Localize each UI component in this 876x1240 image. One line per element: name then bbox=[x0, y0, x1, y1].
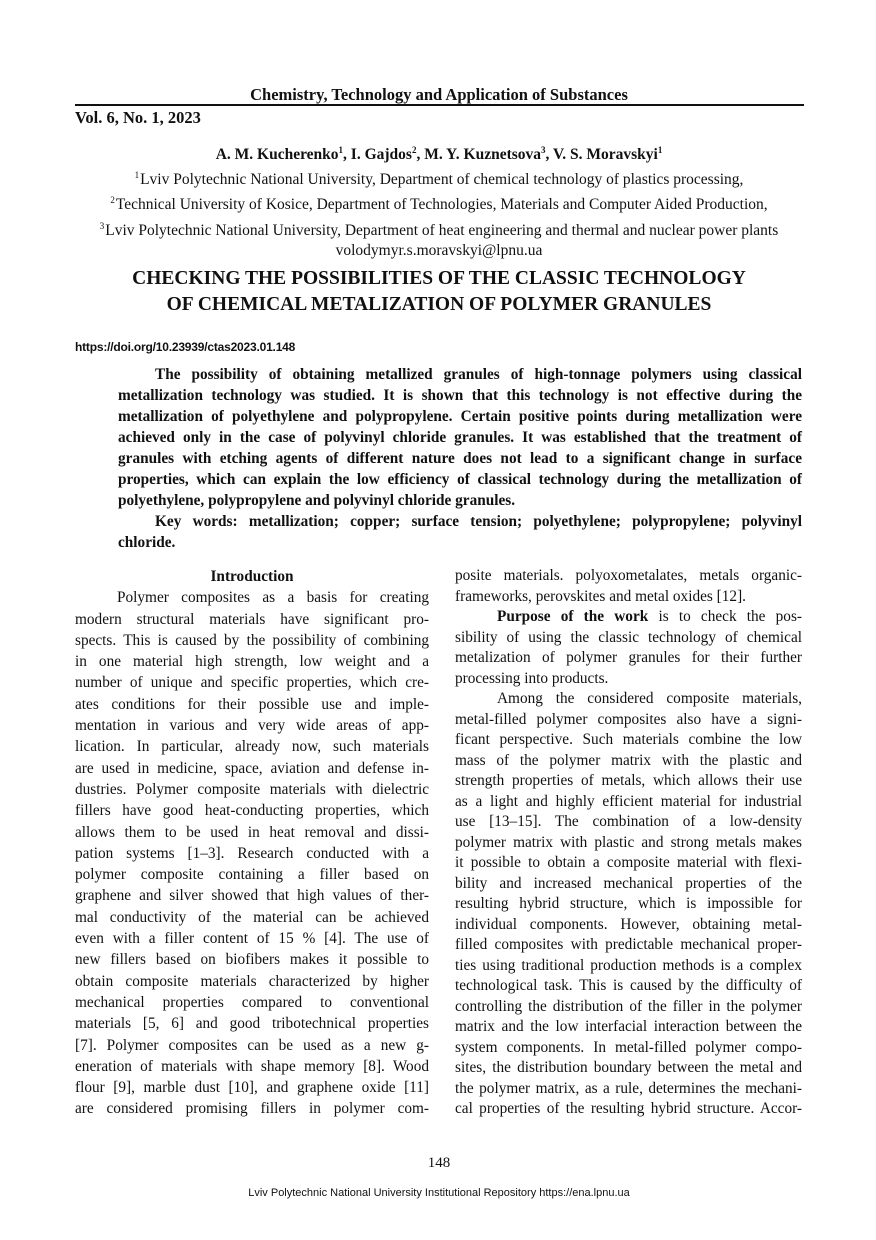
text-line bbox=[455, 607, 802, 628]
affiliation-text: Technical University of Kosice, Department of Technologies, Materials and Computer Aided Production, bbox=[115, 196, 768, 214]
author-affiliation-mark: 3 bbox=[541, 145, 546, 155]
line-text: new fillers based on biofibers makes it possible to bbox=[75, 951, 429, 969]
line-text: use [13–15]. The combination of a low-density bbox=[455, 813, 802, 830]
line-text: flour [9], marble dust [10], and graphene oxide [11] bbox=[75, 1079, 429, 1097]
email: volodymyr.s.moravskyi@lpnu.ua bbox=[335, 242, 543, 260]
author-name: M. Y. Kuznetsova bbox=[424, 146, 542, 164]
line-text: the polymer matrix, as a rule, determines the mechani- bbox=[455, 1079, 802, 1097]
line-text: lication. In particular, already now, such materials bbox=[75, 738, 429, 756]
line-text: allows them to be used in heat removal and dissi- bbox=[75, 823, 429, 841]
line-text: chloride. bbox=[118, 534, 176, 551]
text-line bbox=[75, 907, 429, 928]
text-line bbox=[75, 1056, 429, 1077]
author-separator: , bbox=[343, 146, 351, 164]
affiliation-text: Lviv Polytechnic National University, Department of chemical technology of plastics processing, bbox=[140, 171, 744, 188]
line-text: processing into products. bbox=[455, 669, 609, 687]
text-line bbox=[75, 822, 429, 843]
text-line bbox=[75, 672, 429, 693]
line-text: sites, the distribution boundary between the metal and bbox=[455, 1059, 802, 1076]
text-line bbox=[75, 971, 429, 992]
text-line bbox=[455, 1017, 802, 1038]
abstract-line bbox=[118, 532, 802, 553]
line-text: cal properties of the resulting hybrid structure. Accor- bbox=[455, 1100, 802, 1117]
author-name: V. S. Moravskyi bbox=[553, 146, 658, 164]
author-name: A. M. Kucherenko bbox=[215, 146, 339, 164]
text-line bbox=[75, 715, 429, 736]
line-text: in one material high strength, low weight and a bbox=[75, 653, 429, 671]
text-line bbox=[455, 628, 802, 649]
bold-phrase: Purpose of the work bbox=[497, 608, 649, 625]
line-text: it possible to obtain a composite material with flexi- bbox=[455, 854, 802, 871]
text-line bbox=[455, 976, 802, 997]
line-text: is to check the pos- bbox=[648, 608, 803, 625]
line-text: fillers have good heat-conducting properties, which bbox=[75, 802, 429, 820]
line-text: individual components. However, obtaining metal- bbox=[455, 915, 802, 933]
line-text: controlling the distribution of the filler in the polymer bbox=[455, 997, 802, 1015]
text-line bbox=[455, 1058, 802, 1079]
header-rule bbox=[75, 104, 804, 106]
affiliation bbox=[75, 165, 803, 190]
line-text: number of unique and specific properties, which cre- bbox=[75, 674, 429, 692]
text-line bbox=[455, 833, 802, 854]
text-line bbox=[75, 949, 429, 970]
text-line bbox=[455, 587, 802, 608]
line-text: sibility of using the classic technology of chemical bbox=[455, 628, 802, 646]
text-line bbox=[455, 730, 802, 751]
abstract-line bbox=[118, 385, 802, 406]
text-line bbox=[75, 864, 429, 885]
repository-footer: Lviv Polytechnic National University Institutional Repository https://ena.lpnu.ua bbox=[248, 1187, 630, 1199]
line-text: ates conditions for their possible use and imple- bbox=[75, 695, 429, 713]
text-line bbox=[75, 758, 429, 779]
text-line bbox=[455, 894, 802, 915]
line-text: metallization technology was studied. It is shown that this technology is not effective during the bbox=[118, 387, 802, 404]
affiliations bbox=[75, 165, 803, 262]
line-text: frameworks, perovskites and metal oxides [12]. bbox=[455, 587, 746, 605]
line-text: metalization of polymer granules for their further bbox=[455, 649, 802, 666]
abstract-line bbox=[118, 490, 802, 511]
abstract-line bbox=[118, 511, 802, 532]
line-text: graphene and silver showed that high values of ther- bbox=[75, 887, 429, 905]
abstract-line bbox=[118, 406, 802, 427]
line-text: polymer matrix with plastic and strong metals makes bbox=[455, 833, 802, 851]
line-text: system components. In metal-filled polymer compo- bbox=[455, 1038, 802, 1056]
text-line bbox=[455, 566, 802, 587]
text-line bbox=[75, 651, 429, 672]
line-text: pation systems [1–3]. Research conducted with a bbox=[75, 844, 429, 862]
abstract-line bbox=[118, 364, 802, 385]
right-column bbox=[455, 566, 802, 1120]
author-affiliation-mark: 2 bbox=[411, 145, 417, 155]
line-text: Key words: metallization; copper; surface tension; polyethylene; polypropylene; polyvinyl bbox=[155, 513, 802, 530]
line-text: eneration of materials with shape memory [8]. Wood bbox=[75, 1057, 429, 1075]
left-column bbox=[75, 566, 429, 1120]
author-separator: , bbox=[416, 146, 425, 164]
author-affiliation-mark: 1 bbox=[657, 145, 663, 155]
affiliation-mark: 3 bbox=[99, 220, 105, 231]
line-text: bility and increased mechanical properties of the bbox=[455, 874, 802, 892]
line-text: mechanical properties compared to conventional bbox=[75, 993, 429, 1011]
text-line bbox=[455, 997, 802, 1018]
affiliation-mark: 1 bbox=[134, 170, 140, 180]
line-text: The possibility of obtaining metallized granules of high-tonnage polymers using classical bbox=[155, 366, 802, 383]
abstract-line bbox=[118, 427, 802, 448]
line-text: obtain composite materials characterized by higher bbox=[75, 972, 429, 990]
affiliation-mark: 2 bbox=[110, 195, 115, 206]
text-line bbox=[455, 710, 802, 731]
text-line bbox=[75, 1035, 429, 1056]
line-text: strength properties of metals, which allows their use bbox=[455, 772, 802, 789]
text-line bbox=[75, 736, 429, 757]
line-text: are used in medicine, space, aviation and defense in- bbox=[75, 759, 429, 777]
line-text: mentation in various and very wide areas of app- bbox=[75, 717, 429, 735]
text-line bbox=[75, 694, 429, 715]
text-line bbox=[455, 1038, 802, 1059]
line-text: resulting hybrid structure, which is impossible for bbox=[455, 895, 802, 912]
line-text: dustries. Polymer composite materials with dielectric bbox=[75, 780, 429, 798]
title-line: OF CHEMICAL METALIZATION OF POLYMER GRANULES bbox=[166, 294, 712, 315]
line-text: filled composites with predictable mechanical proper- bbox=[455, 936, 802, 953]
abstract bbox=[118, 364, 802, 553]
text-line bbox=[455, 792, 802, 813]
text-line bbox=[455, 935, 802, 956]
text-line bbox=[75, 566, 429, 587]
text-line bbox=[455, 689, 802, 710]
text-line bbox=[455, 1079, 802, 1100]
line-text: modern structural materials have significant pro- bbox=[75, 610, 429, 628]
authors bbox=[75, 145, 803, 164]
text-line bbox=[75, 1013, 429, 1034]
line-text: even with a filler content of 15 % [4]. The use of bbox=[75, 930, 429, 948]
author-name: I. Gajdos bbox=[350, 146, 412, 164]
text-line bbox=[75, 630, 429, 651]
line-text: Introduction bbox=[210, 568, 294, 585]
line-text: spects. This is caused by the possibility of combining bbox=[75, 631, 429, 649]
text-line bbox=[75, 992, 429, 1013]
text-line bbox=[455, 771, 802, 792]
text-line bbox=[75, 885, 429, 906]
text-line bbox=[455, 812, 802, 833]
affiliation-text: Lviv Polytechnic National University, Department of heat engineering and thermal and nuclear power plants bbox=[105, 221, 779, 239]
text-line bbox=[75, 587, 429, 608]
line-text: mass of the polymer matrix with the plastic and bbox=[455, 751, 802, 769]
doi-link[interactable]: https://doi.org/10.23939/ctas2023.01.148 bbox=[75, 340, 296, 354]
line-text: metallization of polyethylene and polypropylene. Certain positive points during metallization were bbox=[118, 408, 802, 425]
page-number: 148 bbox=[427, 1155, 451, 1171]
volume-info: Vol. 6, No. 1, 2023 bbox=[75, 108, 201, 127]
line-text: granules with etching agents of different nature does not lead to a significant change in surface bbox=[118, 450, 802, 467]
line-text: polymer composite containing a filler based on bbox=[75, 866, 429, 884]
line-text: polyethylene, polypropylene and polyvinyl chloride granules. bbox=[118, 492, 516, 509]
line-text: ties using traditional production methods is a complex bbox=[455, 956, 802, 974]
text-line bbox=[455, 648, 802, 669]
line-text: Polymer composites as a basis for creating bbox=[117, 589, 429, 607]
line-text: metal-filled polymer composites also have a signi- bbox=[455, 710, 802, 728]
text-line bbox=[75, 609, 429, 630]
author-separator: , bbox=[545, 146, 554, 164]
line-text: are considered promising fillers in polymer com- bbox=[75, 1100, 429, 1118]
text-line bbox=[455, 1099, 802, 1120]
text-line bbox=[75, 843, 429, 864]
title-line: CHECKING THE POSSIBILITIES OF THE CLASSIC TECHNOLOGY bbox=[132, 268, 746, 289]
line-text: as a light and highly efficient material for industrial bbox=[455, 792, 802, 810]
paper-title bbox=[75, 266, 803, 318]
text-line bbox=[455, 915, 802, 936]
text-line bbox=[455, 874, 802, 895]
text-line bbox=[455, 751, 802, 772]
text-line bbox=[455, 956, 802, 977]
text-line bbox=[75, 779, 429, 800]
line-text: mal conductivity of the material can be achieved bbox=[75, 908, 429, 926]
abstract-line bbox=[118, 469, 802, 490]
line-text: [7]. Polymer composites can be used as a new g- bbox=[75, 1036, 429, 1054]
line-text: materials [5, 6] and good tribotechnical properties bbox=[75, 1015, 429, 1033]
text-line bbox=[455, 853, 802, 874]
affiliation bbox=[75, 190, 803, 215]
text-line bbox=[75, 1077, 429, 1098]
line-text: matrix and the low interfacial interaction between the bbox=[455, 1018, 802, 1035]
text-line bbox=[75, 928, 429, 949]
journal-title: Chemistry, Technology and Application of Substances bbox=[250, 85, 628, 104]
abstract-line bbox=[118, 448, 802, 469]
line-text: ficant perspective. Such materials combine the low bbox=[455, 731, 802, 748]
line-text: Among the considered composite materials, bbox=[497, 690, 802, 707]
line-text: achieved only in the case of polyvinyl chloride granules. It was established that the treatment of bbox=[118, 429, 802, 446]
line-text: posite materials. polyoxometalates, metals organic- bbox=[455, 567, 802, 584]
affiliation bbox=[75, 216, 803, 241]
author-affiliation-mark: 1 bbox=[338, 145, 344, 155]
line-text: technological task. This is caused by the difficulty of bbox=[455, 977, 802, 994]
text-line bbox=[75, 1098, 429, 1119]
text-line bbox=[455, 669, 802, 690]
text-line bbox=[75, 800, 429, 821]
line-text: properties, which can explain the low efficiency of classical technology during the metallization of bbox=[118, 471, 802, 488]
